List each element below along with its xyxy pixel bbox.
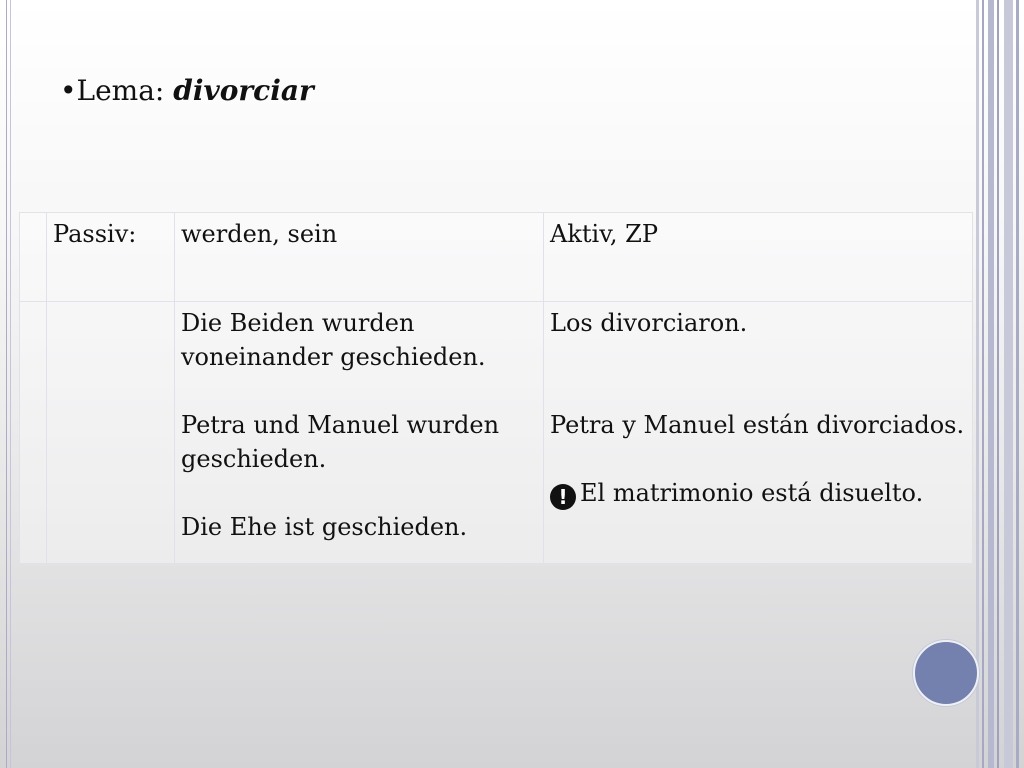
german-examples (175, 302, 544, 564)
comparison-table (19, 212, 973, 564)
german-example: Die Ehe ist geschieden. (181, 513, 468, 541)
table-cell-empty (47, 302, 175, 564)
spanish-example-warning (550, 476, 966, 510)
german-example: Petra und Manuel wurden geschieden. (181, 411, 500, 473)
german-example: Die Beiden wurden voneinander geschieden. (181, 309, 486, 371)
table-cell-empty (20, 213, 47, 302)
stripe (1016, 0, 1019, 768)
left-border-line-inner (10, 0, 11, 768)
table-header-row (20, 213, 973, 302)
spanish-example: El matrimonio está disuelto. (580, 479, 924, 507)
stripe (976, 0, 979, 768)
header-werden-sein: werden, sein (175, 213, 544, 302)
table-cell-empty (20, 302, 47, 564)
spanish-example: Los divorciaron. (550, 309, 748, 337)
exclamation-icon: ! (550, 484, 576, 510)
header-passiv: Passiv: (47, 213, 175, 302)
spanish-examples (544, 302, 973, 564)
left-border-line (6, 0, 7, 768)
stripe (982, 0, 984, 768)
stripe (1004, 0, 1013, 768)
title-prefix: •Lema: (60, 74, 174, 107)
table-body-row (20, 302, 973, 564)
spanish-example: Petra y Manuel están divorciados. (550, 411, 965, 439)
title-term: divorciar (173, 74, 314, 107)
right-decoration (976, 0, 1024, 768)
stripe (988, 0, 994, 768)
decorative-circle (913, 640, 979, 706)
header-aktiv-zp: Aktiv, ZP (544, 213, 973, 302)
stripe (997, 0, 999, 768)
slide-title (60, 74, 314, 107)
